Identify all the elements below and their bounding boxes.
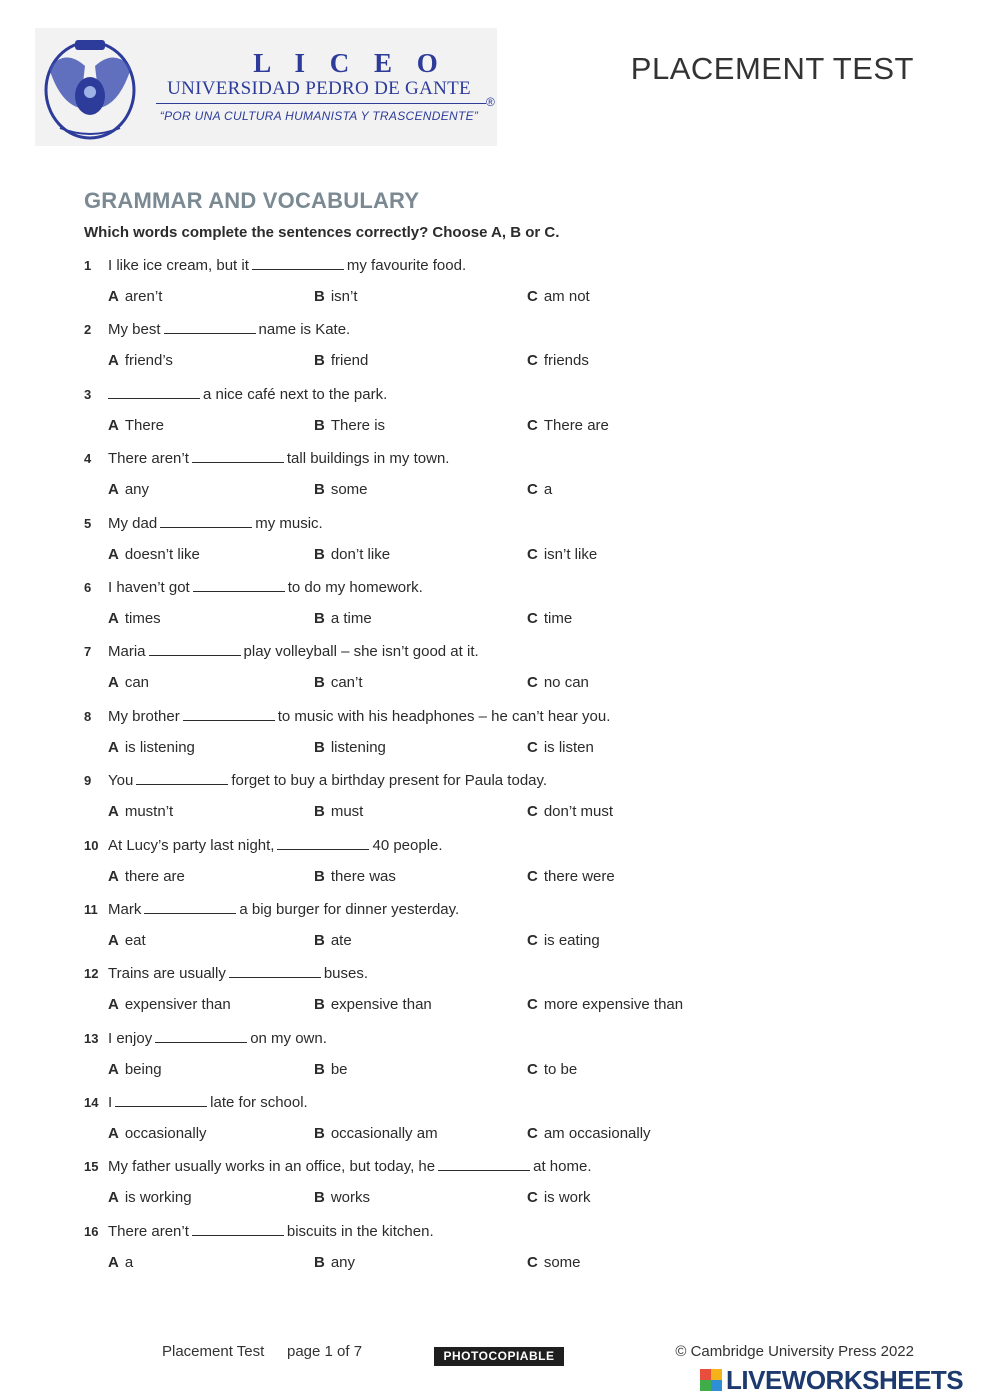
option-text: being — [124, 1060, 162, 1078]
option-b[interactable] — [314, 286, 358, 308]
option-text: some — [330, 481, 368, 499]
option-letter: B — [314, 674, 325, 692]
sentence-start: Trains are usually — [108, 965, 226, 983]
option-letter: C — [527, 609, 538, 627]
question-item — [84, 384, 884, 448]
option-b[interactable] — [314, 930, 352, 952]
option-letter: C — [527, 1253, 538, 1271]
option-a[interactable] — [108, 544, 200, 566]
question-item — [84, 1028, 884, 1092]
footer-label: Placement Test — [162, 1343, 265, 1360]
option-letter: B — [314, 481, 325, 499]
sentence-start: My best — [108, 321, 161, 339]
sentence-start: Maria — [108, 643, 146, 661]
question-item — [84, 835, 884, 899]
logo-motto: “POR UNA CULTURA HUMANISTA Y TRASCENDENTE” — [159, 109, 479, 123]
option-a[interactable] — [108, 930, 146, 952]
sentence-end: biscuits in the kitchen. — [286, 1222, 434, 1240]
sentence-start: My father usually works in an office, but today, he — [108, 1158, 436, 1176]
sentence-end: play volleyball – she isn’t good at it. — [243, 643, 479, 661]
answer-blank[interactable] — [115, 1092, 207, 1107]
option-b[interactable] — [314, 350, 368, 372]
option-text: there are — [124, 867, 185, 885]
answer-blank[interactable] — [252, 255, 344, 270]
option-text: ate — [330, 931, 352, 949]
option-letter: B — [314, 1189, 325, 1207]
sentence-start: I — [108, 1094, 113, 1112]
sentence-end: tall buildings in my town. — [286, 450, 450, 468]
option-c[interactable] — [527, 1059, 577, 1081]
instructions: Which words complete the sentences correctly? Choose A, B or C. — [84, 224, 560, 241]
copyright: © Cambridge University Press 2022 — [675, 1343, 914, 1360]
question-item — [84, 1221, 884, 1285]
option-letter: B — [314, 996, 325, 1014]
option-letter: C — [527, 931, 538, 949]
option-letter: A — [108, 1253, 119, 1271]
option-letter: B — [314, 867, 325, 885]
option-text: is listen — [543, 738, 594, 756]
sentence-start: My brother — [108, 707, 180, 725]
option-b[interactable] — [314, 608, 372, 630]
option-text: There — [124, 416, 165, 434]
question-number: 4 — [84, 451, 92, 467]
option-letter: B — [314, 931, 325, 949]
question-sentence — [84, 1156, 592, 1178]
question-item — [84, 448, 884, 512]
question-item — [84, 963, 884, 1027]
question-number: 11 — [84, 901, 98, 917]
question-sentence — [84, 1221, 434, 1243]
option-text: is eating — [543, 931, 600, 949]
option-letter: C — [527, 738, 538, 756]
question-number: 10 — [84, 837, 99, 853]
option-c[interactable] — [527, 286, 590, 308]
question-sentence — [84, 255, 466, 277]
answer-blank[interactable] — [229, 963, 321, 978]
sentence-start: I like ice cream, but it — [108, 257, 249, 274]
option-text: is listening — [124, 738, 195, 756]
question-item — [84, 706, 884, 770]
answer-blank[interactable] — [193, 577, 285, 592]
question-number: 12 — [84, 966, 99, 982]
answer-blank[interactable] — [277, 835, 369, 850]
sentence-end: at home. — [533, 1158, 592, 1176]
option-b[interactable] — [314, 1187, 370, 1209]
option-text: am not — [543, 288, 590, 305]
option-letter: C — [527, 996, 538, 1014]
option-text: friend — [330, 352, 369, 370]
sentence-end: a nice café next to the park. — [203, 385, 388, 403]
question-item — [84, 1156, 884, 1220]
option-letter: A — [108, 738, 119, 756]
option-letter: C — [527, 481, 538, 499]
question-sentence — [84, 706, 610, 728]
option-letter: B — [314, 288, 325, 305]
sentence-start: There aren’t — [108, 450, 189, 468]
option-text: isn’t — [330, 288, 358, 305]
option-text: listening — [330, 738, 386, 756]
option-a[interactable] — [108, 608, 161, 630]
option-b[interactable] — [314, 1123, 438, 1145]
page-title: PLACEMENT TEST — [630, 51, 914, 86]
answer-blank[interactable] — [160, 513, 252, 528]
registered-mark: ® — [486, 95, 495, 109]
question-sentence — [84, 835, 443, 857]
option-letter: B — [314, 738, 325, 756]
option-letter: C — [527, 1125, 538, 1143]
logo-university-name: UNIVERSIDAD PEDRO DE GANTE — [167, 78, 471, 99]
option-b[interactable] — [314, 1252, 355, 1274]
option-letter: B — [314, 1253, 325, 1271]
option-letter: A — [108, 996, 119, 1014]
option-text: more expensive than — [543, 996, 684, 1014]
option-letter: C — [527, 803, 538, 821]
answer-blank[interactable] — [192, 1221, 284, 1236]
option-text: There are — [543, 416, 609, 434]
option-a[interactable] — [108, 994, 231, 1016]
option-b[interactable] — [314, 544, 390, 566]
option-letter: A — [108, 352, 119, 370]
question-number: 1 — [84, 258, 92, 273]
liveworksheets-text: LIVEWORKSHEETS — [726, 1364, 964, 1395]
option-letter: B — [314, 609, 325, 627]
option-a[interactable] — [108, 866, 185, 888]
option-text: friends — [543, 352, 589, 370]
option-letter: C — [527, 867, 538, 885]
option-text: must — [330, 803, 364, 821]
option-b[interactable] — [314, 479, 368, 501]
question-sentence — [84, 899, 459, 921]
question-sentence — [84, 770, 547, 792]
option-letter: C — [527, 416, 538, 434]
option-a[interactable] — [108, 672, 149, 694]
sentence-end: my favourite food. — [346, 257, 467, 274]
option-c[interactable] — [527, 479, 552, 501]
option-text: There is — [330, 416, 386, 434]
option-b[interactable] — [314, 1059, 348, 1081]
option-text: no can — [543, 674, 589, 692]
sentence-start: At Lucy’s party last night, — [108, 836, 275, 854]
option-a[interactable] — [108, 801, 173, 823]
liveworksheets-icon — [700, 1369, 722, 1391]
sentence-start: There aren’t — [108, 1222, 189, 1240]
option-letter: A — [108, 416, 119, 434]
option-letter: B — [314, 1060, 325, 1078]
option-text: doesn’t like — [124, 545, 200, 563]
answer-blank[interactable] — [144, 899, 236, 914]
sentence-end: forget to buy a birthday present for Paula today. — [231, 772, 548, 790]
question-sentence — [84, 1092, 308, 1114]
answer-blank[interactable] — [136, 770, 228, 785]
question-sentence — [84, 963, 368, 985]
option-c[interactable] — [527, 350, 589, 372]
question-item — [84, 1092, 884, 1156]
option-c[interactable] — [527, 1252, 581, 1274]
sentence-end: on my own. — [250, 1029, 327, 1047]
option-text: don’t like — [330, 545, 391, 563]
option-a[interactable] — [108, 1252, 133, 1274]
option-letter: C — [527, 674, 538, 692]
option-text: some — [543, 1253, 581, 1271]
question-number: 8 — [84, 708, 92, 724]
option-text: there was — [330, 867, 396, 885]
question-item — [84, 641, 884, 705]
question-sentence — [84, 319, 350, 341]
option-c[interactable] — [527, 930, 600, 952]
sentence-start: I enjoy — [108, 1029, 153, 1047]
answer-blank[interactable] — [155, 1028, 247, 1043]
option-text: there were — [543, 867, 615, 885]
option-a[interactable] — [108, 415, 164, 437]
option-b[interactable] — [314, 866, 396, 888]
option-text: times — [124, 609, 161, 627]
sentence-start: I haven’t got — [108, 578, 190, 596]
option-letter: A — [108, 803, 119, 821]
option-text: occasionally — [124, 1125, 207, 1143]
question-number: 14 — [84, 1095, 99, 1111]
option-a[interactable] — [108, 350, 173, 372]
option-text: is working — [124, 1189, 192, 1207]
option-text: don’t must — [543, 803, 614, 821]
question-number: 16 — [84, 1223, 99, 1239]
option-text: a time — [330, 609, 372, 627]
answer-blank[interactable] — [108, 384, 200, 399]
question-number: 15 — [84, 1159, 99, 1175]
option-a[interactable] — [108, 1123, 207, 1145]
liveworksheets-logo — [700, 1366, 996, 1394]
option-text: a — [124, 1253, 134, 1271]
option-letter: A — [108, 481, 119, 499]
option-letter: C — [527, 1060, 538, 1078]
option-c[interactable] — [527, 994, 683, 1016]
option-b[interactable] — [314, 737, 386, 759]
section-title: GRAMMAR AND VOCABULARY — [84, 188, 420, 213]
option-c[interactable] — [527, 608, 572, 630]
option-letter: A — [108, 931, 119, 949]
page-number: page 1 of 7 — [287, 1343, 363, 1360]
option-text: friend’s — [124, 352, 173, 370]
answer-blank[interactable] — [438, 1156, 530, 1171]
option-text: am occasionally — [543, 1125, 651, 1143]
sentence-end: 40 people. — [372, 836, 443, 854]
option-letter: A — [108, 1189, 119, 1207]
question-item — [84, 899, 884, 963]
sentence-end: buses. — [323, 965, 369, 983]
option-letter: B — [314, 1125, 325, 1143]
sentence-end: to do my homework. — [287, 578, 423, 596]
logo-liceo: L I C E O — [253, 48, 447, 78]
option-letter: A — [108, 867, 119, 885]
option-letter: C — [527, 545, 538, 563]
option-text: aren’t — [124, 288, 163, 305]
sentence-end: to music with his headphones – he can’t hear you. — [277, 707, 611, 725]
answer-blank[interactable] — [164, 319, 256, 334]
option-c[interactable] — [527, 1187, 591, 1209]
option-letter: A — [108, 674, 119, 692]
answer-blank[interactable] — [192, 448, 284, 463]
option-a[interactable] — [108, 1187, 192, 1209]
question-sentence — [84, 448, 449, 470]
option-text: eat — [124, 931, 146, 949]
option-c[interactable] — [527, 544, 597, 566]
question-number: 13 — [84, 1030, 99, 1046]
question-item — [84, 319, 884, 383]
question-number: 9 — [84, 773, 92, 789]
option-text: expensive than — [330, 996, 432, 1014]
option-b[interactable] — [314, 415, 385, 437]
sentence-end: a big burger for dinner yesterday. — [239, 900, 460, 918]
logo-divider — [156, 103, 486, 104]
option-text: can — [124, 674, 150, 692]
option-letter: B — [314, 416, 325, 434]
sentence-end: my music. — [255, 514, 323, 532]
option-letter: A — [108, 545, 119, 563]
answer-blank[interactable] — [183, 706, 275, 721]
option-c[interactable] — [527, 1123, 651, 1145]
option-text: occasionally am — [330, 1125, 438, 1143]
question-list — [84, 255, 884, 1285]
option-text: any — [330, 1253, 356, 1271]
sentence-end: late for school. — [210, 1094, 308, 1112]
option-text: a — [543, 481, 553, 499]
question-sentence — [84, 577, 423, 599]
option-a[interactable] — [108, 1059, 162, 1081]
question-number: 6 — [84, 579, 92, 595]
option-text: time — [543, 609, 573, 627]
option-letter: A — [108, 609, 119, 627]
answer-blank[interactable] — [149, 641, 241, 656]
question-number: 5 — [84, 515, 92, 531]
option-b[interactable] — [314, 994, 432, 1016]
option-a[interactable] — [108, 737, 195, 759]
question-sentence — [84, 513, 323, 535]
option-text: isn’t like — [543, 545, 598, 563]
option-letter: B — [314, 352, 325, 370]
photocopiable-badge: PHOTOCOPIABLE — [434, 1347, 564, 1366]
option-a[interactable] — [108, 479, 149, 501]
question-number: 2 — [84, 322, 92, 338]
option-letter: C — [527, 1189, 538, 1207]
option-text: can’t — [330, 674, 363, 692]
school-crest-icon — [35, 28, 145, 146]
option-text: expensiver than — [124, 996, 231, 1014]
sentence-start: You — [108, 772, 134, 790]
question-number: 7 — [84, 644, 92, 660]
sentence-start: My dad — [108, 514, 158, 532]
question-item — [84, 255, 884, 319]
option-text: works — [330, 1189, 371, 1207]
option-b[interactable] — [314, 801, 363, 823]
sentence-start: Mark — [108, 900, 142, 918]
question-sentence — [84, 384, 387, 406]
option-letter: A — [108, 288, 119, 305]
option-letter: C — [527, 352, 538, 370]
option-letter: A — [108, 1125, 119, 1143]
option-letter: C — [527, 288, 538, 305]
option-letter: B — [314, 545, 325, 563]
option-text: to be — [543, 1060, 578, 1078]
option-c[interactable] — [527, 672, 589, 694]
option-text: be — [330, 1060, 348, 1078]
option-text: mustn’t — [124, 803, 174, 821]
question-number: 3 — [84, 386, 92, 402]
option-b[interactable] — [314, 672, 363, 694]
question-item — [84, 770, 884, 834]
school-logo — [35, 28, 497, 146]
sentence-end: name is Kate. — [258, 321, 351, 339]
option-letter: B — [314, 803, 325, 821]
question-sentence — [84, 1028, 327, 1050]
option-c[interactable] — [527, 737, 594, 759]
option-a[interactable] — [108, 286, 162, 308]
question-item — [84, 577, 884, 641]
option-c[interactable] — [527, 866, 615, 888]
option-c[interactable] — [527, 801, 613, 823]
option-c[interactable] — [527, 415, 609, 437]
question-sentence — [84, 641, 479, 663]
option-text: any — [124, 481, 150, 499]
question-item — [84, 513, 884, 577]
option-letter: A — [108, 1060, 119, 1078]
option-text: is work — [543, 1189, 591, 1207]
